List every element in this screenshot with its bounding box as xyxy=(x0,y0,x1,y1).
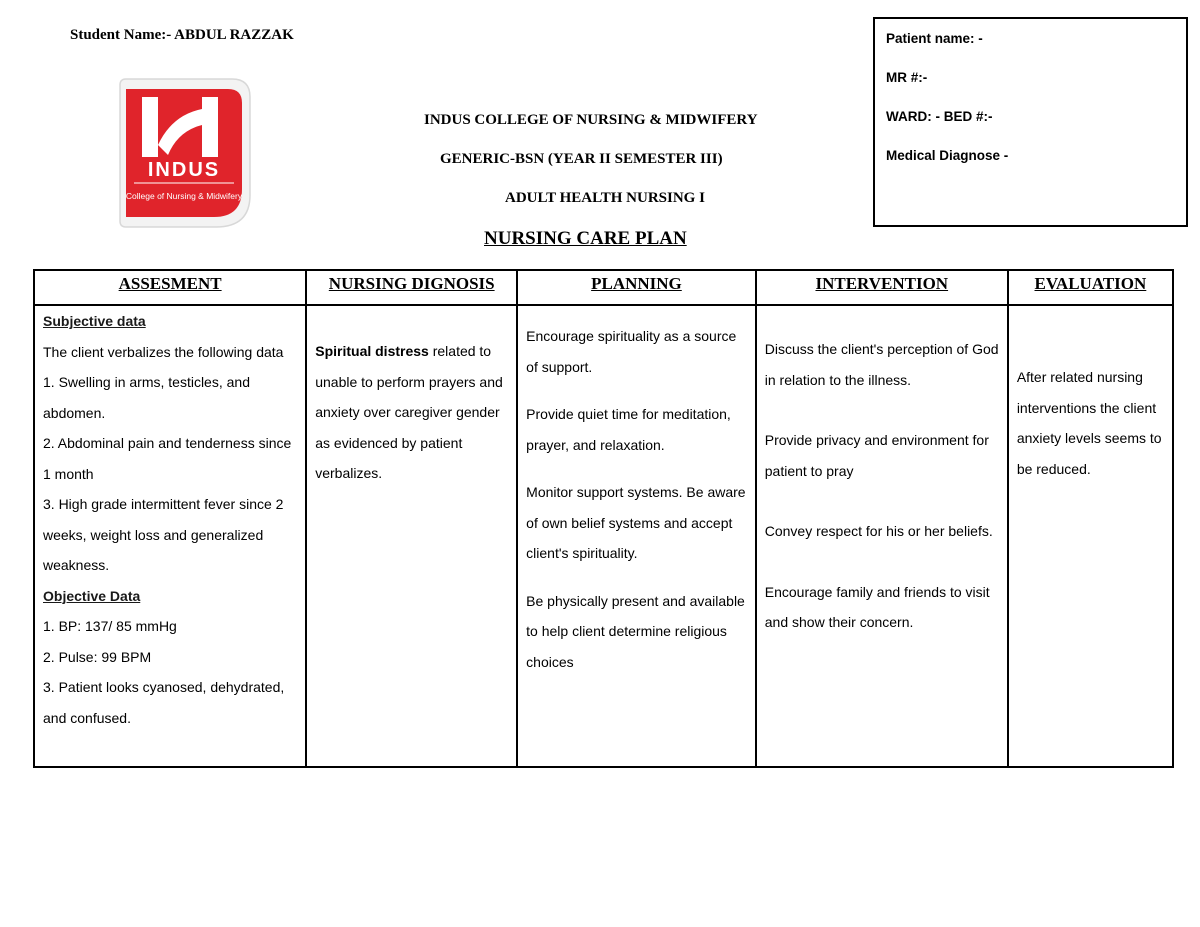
ward-bed: WARD: - BED #:- xyxy=(886,109,993,124)
student-name: Student Name:- ABDUL RAZZAK xyxy=(70,27,294,43)
objective-item: 1. BP: 137/ 85 mmHg xyxy=(43,618,177,634)
intervention-item: Convey respect for his or her beliefs. xyxy=(764,523,993,539)
page-title: NURSING CARE PLAN xyxy=(484,228,687,249)
logo-mark: INDUS xyxy=(147,159,221,181)
objective-item: 2. Pulse: 99 BPM xyxy=(43,648,152,665)
intervention-item: Discuss the client's perception of God in relation to the illness. xyxy=(764,341,999,388)
header-assessment: ASSESMENT xyxy=(34,270,306,305)
medical-diagnosis: Medical Diagnose - xyxy=(886,148,1009,163)
objective-label: Objective Data xyxy=(43,587,141,604)
intervention-item: Encourage family and friends to visit and show their concern. xyxy=(764,583,990,630)
subjective-item: 2. Abdominal pain and tenderness since 1 month xyxy=(43,435,292,482)
diagnosis-rest: related to unable to perform prayers and anxiety over caregiver gender as evidenced by patient verbalizes. xyxy=(315,343,503,481)
planning-item: Monitor support systems. Be aware of own belief systems and accept client's spirituality. xyxy=(526,484,746,561)
indus-logo xyxy=(112,75,258,232)
subjective-item: 3. High grade intermittent fever since 2 weeks, weight loss and generalized weakness. xyxy=(43,496,284,573)
header-intervention: INTERVENTION xyxy=(756,270,1008,305)
table-header-row xyxy=(34,270,1173,305)
header-diagnosis: NURSING DIGNOSIS xyxy=(306,270,517,305)
logo-subtitle: College of Nursing & Midwifery xyxy=(125,191,243,201)
subjective-label: Subjective data xyxy=(43,313,146,329)
patient-name: Patient name: - xyxy=(886,31,983,46)
table-row xyxy=(34,305,1173,767)
course-name: ADULT HEALTH NURSING I xyxy=(505,190,705,206)
planning-item: Encourage spirituality as a source of support. xyxy=(526,328,737,375)
diagnosis-text xyxy=(315,336,508,489)
planning-item: Be physically present and available to help client determine religious choices xyxy=(526,592,745,670)
objective-item: 3. Patient looks cyanosed, dehydrated, and confused. xyxy=(43,679,285,726)
planning-item: Provide quiet time for meditation, prayer, and relaxation. xyxy=(526,406,731,453)
program-name: GENERIC-BSN (YEAR II SEMESTER III) xyxy=(440,151,723,167)
subjective-intro: The client verbalizes the following data xyxy=(43,343,284,360)
subjective-item: 1. Swelling in arms, testicles, and abdomen. xyxy=(43,374,250,421)
header-planning: PLANNING xyxy=(517,270,756,305)
diagnosis-bold: Spiritual distress xyxy=(315,343,429,359)
intervention-item: Provide privacy and environment for patient to pray xyxy=(764,432,989,479)
patient-info-box xyxy=(873,17,1188,227)
college-name: INDUS COLLEGE OF NURSING & MIDWIFERY xyxy=(424,112,758,128)
intervention-cell xyxy=(756,305,1008,767)
header-evaluation: EVALUATION xyxy=(1008,270,1173,305)
evaluation-cell xyxy=(1008,305,1173,767)
diagnosis-cell xyxy=(306,305,517,767)
evaluation-text: After related nursing interventions the client anxiety levels seems to be reduced. xyxy=(1016,369,1162,477)
planning-cell xyxy=(517,305,756,767)
assessment-cell xyxy=(34,305,306,767)
care-plan-table xyxy=(33,269,1174,768)
mr-number: MR #:- xyxy=(886,70,928,85)
